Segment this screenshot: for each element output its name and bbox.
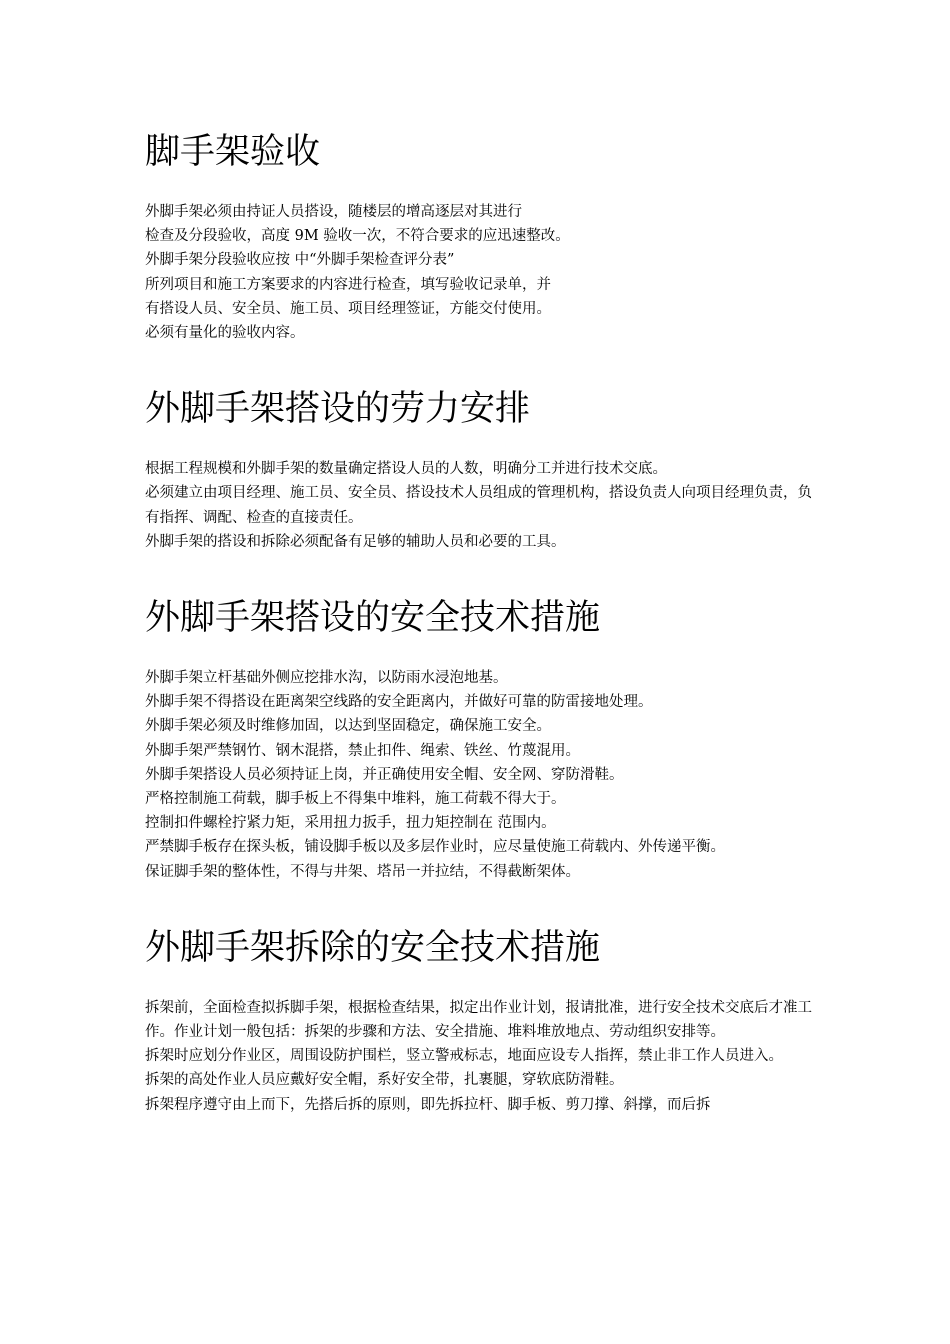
section-body — [145, 996, 817, 1117]
paragraph: 外脚手架必须由持证人员搭设，随楼层的增高逐层对其进行 — [145, 204, 522, 220]
document-content — [145, 128, 817, 1117]
paragraph: 外脚手架立杆基础外侧应挖排水沟，以防雨水浸泡地基。 — [145, 670, 508, 687]
paragraph: 拆架程序遵守由上而下，先搭后拆的原则，即先拆拉杆、脚手板、剪刀撑、斜撑，而后拆 — [145, 1096, 711, 1113]
paragraph: 外脚手架的搭设和拆除必须配备有足够的辅助人员和必要的工具。 — [145, 533, 566, 550]
paragraph: 保证脚手架的整体性，不得与井架、塔吊一并拉结，不得截断架体。 — [145, 863, 580, 880]
paragraph: 外脚手架严禁钢竹、钢木混搭，禁止扣件、绳索、铁丝、竹蔑混用。 — [145, 742, 580, 759]
section-title: 外脚手架拆除的安全技术措施 — [145, 927, 601, 968]
section-title: 脚手架验收 — [145, 132, 321, 172]
paragraph: 控制扣件螺栓拧紧力矩，采用扭力扳手，扭力矩控制在 范围内。 — [145, 815, 556, 832]
paragraph: 拆架前，全面检查拟拆脚手架，根据检查结果，拟定出作业计划，报请批准，进行安全技术交底后才准工作。作业计划一般包括：拆架的步骤和方法、安全措施、堆料堆放地点、劳动组织安排等。 — [145, 999, 812, 1041]
section-dismantling-safety — [145, 924, 817, 1117]
section-body — [145, 457, 817, 554]
paragraph: 所列项目和施工方案要求的内容进行检查，填写验收记录单，并 — [145, 276, 551, 293]
paragraph: 外脚手架分段验收应按 中“外脚手架检查评分表” — [145, 252, 455, 269]
paragraph: 拆架时应划分作业区，周围设防护围栏，竖立警戒标志，地面应设专人指挥，禁止非工作人员进入。 — [145, 1048, 783, 1065]
paragraph: 必须建立由项目经理、施工员、安全员、搭设技术人员组成的管理机构，搭设负责人向项目经理负责，负有指挥、调配、检查的直接责任。 — [145, 485, 812, 526]
paragraph: 外脚手架搭设人员必须持证上岗，并正确使用安全帽、安全网、穿防滑鞋。 — [145, 766, 624, 783]
section-acceptance — [145, 128, 817, 385]
section-body — [145, 200, 817, 345]
paragraph: 外脚手架必须及时维修加固，以达到坚固稳定，确保施工安全。 — [145, 718, 551, 735]
section-erection-safety — [145, 594, 817, 924]
paragraph: 有搭设人员、安全员、施工员、项目经理签证，方能交付使用。 — [145, 300, 551, 317]
paragraph: 拆架的高处作业人员应戴好安全帽，系好安全带，扎裹腿，穿软底防滑鞋。 — [145, 1072, 624, 1089]
section-body — [145, 666, 817, 884]
section-title: 外脚手架搭设的安全技术措施 — [145, 598, 601, 639]
paragraph: 必须有量化的验收内容。 — [145, 325, 305, 342]
paragraph: 检查及分段验收，高度 9M 验收一次，不符合要求的应迅速整改。 — [145, 228, 570, 245]
paragraph: 根据工程规模和外脚手架的数量确定搭设人员的人数，明确分工并进行技术交底。 — [145, 461, 667, 478]
paragraph: 外脚手架不得搭设在距离架空线路的安全距离内，并做好可靠的防雷接地处理。 — [145, 694, 653, 711]
section-title: 外脚手架搭设的劳力安排 — [145, 389, 531, 430]
paragraph: 严格控制施工荷载，脚手板上不得集中堆料，施工荷载不得大于。 — [145, 791, 566, 808]
paragraph: 严禁脚手板存在探头板，铺设脚手板以及多层作业时，应尽量使施工荷载内、外传递平衡。 — [145, 839, 725, 856]
section-labor-arrangement — [145, 385, 817, 594]
